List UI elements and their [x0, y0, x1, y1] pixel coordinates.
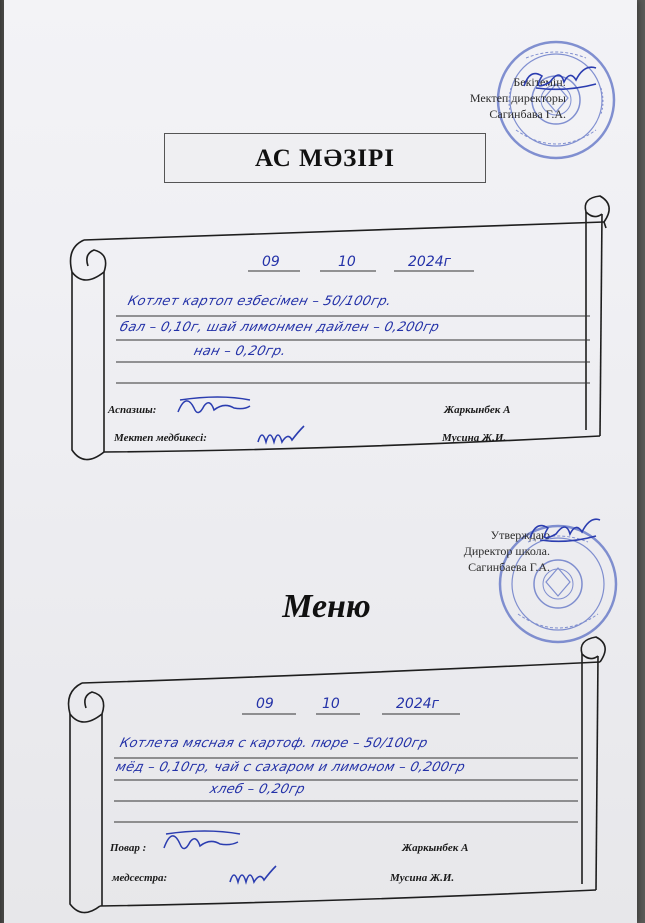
menu-line-2-kk: бал – 0,10г, шай лимонмен дайлен – 0,200гр — [118, 320, 441, 335]
menu-document — [4, 0, 637, 923]
cook-name-kk: Жаркынбек А — [444, 404, 511, 416]
cook-label-ru: Повар : — [110, 842, 147, 854]
date-month-ru: 10 — [322, 696, 340, 712]
approval-line-3: Сагинбаева Г.А. — [468, 560, 550, 574]
nurse-name-ru: Мусина Ж.И. — [390, 872, 455, 884]
approval-line-1: Утверждаю — [490, 528, 550, 542]
menu-line-3-kk: нан – 0,20гр. — [192, 344, 288, 359]
approval-line-2: Директор школа. — [463, 544, 550, 558]
cook-name-ru: Жаркынбек А — [402, 842, 469, 854]
date-day-ru: 09 — [256, 696, 274, 712]
menu-line-1-kk: Котлет картоп езбесімен – 50/100гр. — [126, 294, 394, 309]
nurse-signature-icon — [226, 860, 286, 890]
approval-line-3: Сагинбава Г.А. — [489, 107, 566, 121]
page-title-kk: АС МӘЗІРІ — [254, 145, 396, 172]
cook-signature-icon — [160, 822, 244, 858]
menu-line-1-ru: Котлета мясная с картоф. пюре – 50/100гр — [118, 736, 430, 751]
cook-label-kk: Аспазшы: — [108, 404, 157, 416]
approval-line-1: Бекітемін: — [513, 75, 566, 89]
date-day-kk: 09 — [262, 254, 280, 270]
date-year-kk: 2024г — [408, 254, 451, 270]
date-month-kk: 10 — [338, 254, 356, 270]
scroll-banner-icon — [4, 0, 637, 923]
page-title-ru: Меню — [282, 588, 371, 625]
menu-line-2-ru: мёд – 0,10гр, чай с сахаром и лимоном – 0,200гр — [114, 760, 467, 775]
nurse-name-kk: Мусина Ж.И. — [442, 432, 507, 444]
date-year-ru: 2024г — [396, 696, 439, 712]
nurse-label-ru: медсестра: — [112, 872, 168, 884]
approval-line-2: Мектеп директоры — [469, 91, 566, 105]
nurse-label-kk: Мектеп медбикесі: — [114, 432, 207, 444]
menu-line-3-ru: хлеб – 0,20гр — [208, 782, 307, 797]
